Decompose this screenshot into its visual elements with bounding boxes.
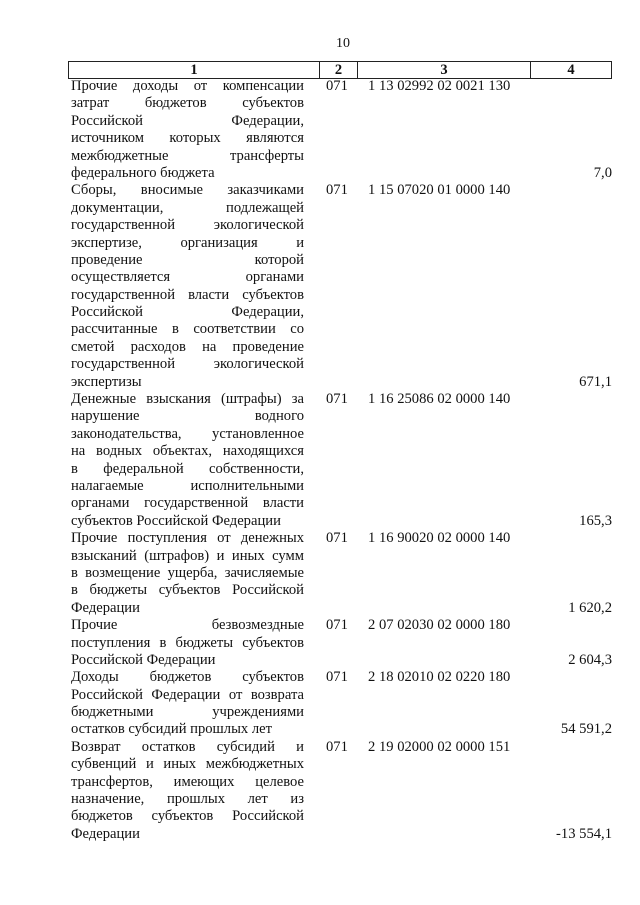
description-line: Доходы бюджетов субъектов — [71, 669, 304, 686]
row-description — [71, 182, 304, 391]
header-col-1: 1 — [69, 62, 320, 78]
page-number: 10 — [336, 36, 350, 51]
row-description — [71, 669, 304, 739]
header-col-3: 3 — [358, 62, 531, 78]
description-line: экспертизе, организация и — [71, 234, 304, 251]
table-row — [0, 739, 640, 843]
row-admin-code: 071 — [326, 78, 348, 94]
description-line: государственной экологической — [71, 217, 304, 234]
description-line: Российской Федерации, — [71, 304, 304, 321]
description-line: Федерации — [71, 599, 140, 616]
row-admin-code: 071 — [326, 617, 348, 634]
row-description — [71, 78, 304, 182]
description-line: затрат бюджетов субъектов — [71, 95, 304, 112]
description-line: государственной власти субъектов — [71, 286, 304, 303]
description-line: федерального бюджета — [71, 164, 215, 181]
description-line: законодательства, установленное — [71, 425, 304, 442]
description-line: поступления в бюджеты субъектов — [71, 634, 304, 651]
description-line: экспертизы — [71, 373, 142, 390]
description-line: в федеральной собственности, — [71, 460, 304, 477]
description-line: государственной экологической — [71, 356, 304, 373]
description-line: назначение, прошлых лет из — [71, 791, 304, 808]
table-row — [0, 391, 640, 530]
description-line: остатков субсидий прошлых лет — [71, 721, 272, 738]
description-line: Федерации — [71, 825, 140, 842]
row-budget-code: 1 13 02992 02 0021 130 — [368, 78, 511, 94]
table-row — [0, 669, 640, 739]
row-budget-code: 2 18 02010 02 0220 180 — [368, 669, 511, 686]
row-budget-code: 2 19 02000 02 0000 151 — [368, 738, 511, 755]
description-line: рассчитанные в соответствии со — [71, 321, 304, 338]
row-description — [71, 739, 304, 843]
description-line: органами государственной власти — [71, 495, 304, 512]
row-budget-code: 1 15 07020 01 0000 140 — [368, 182, 511, 199]
description-line: взысканий (штрафов) и иных сумм — [71, 547, 304, 564]
row-description — [71, 617, 304, 669]
description-line: Денежные взыскания (штрафы) за — [71, 391, 304, 408]
description-line: в возмещение ущерба, зачисляемые — [71, 564, 304, 581]
description-line: сметой расходов на проведение — [71, 338, 304, 355]
row-admin-code: 071 — [326, 182, 348, 199]
row-admin-code: 071 — [326, 530, 348, 547]
table-body — [0, 78, 640, 843]
row-admin-code: 071 — [326, 738, 348, 755]
row-description — [71, 530, 304, 617]
row-budget-code: 2 07 02030 02 0000 180 — [368, 617, 511, 634]
row-description — [71, 391, 304, 530]
description-line: Возврат остатков субсидий и — [71, 738, 304, 755]
description-line: нарушение водного — [71, 408, 304, 425]
header-col-4: 4 — [567, 62, 575, 78]
row-amount: 7,0 — [593, 164, 612, 181]
description-line: источником которых являются — [71, 130, 304, 147]
table-row — [0, 530, 640, 617]
header-col-2: 2 — [320, 62, 358, 78]
table-row — [0, 78, 640, 182]
row-budget-code: 1 16 25086 02 0000 140 — [368, 391, 511, 408]
description-line: межбюджетные трансферты — [71, 147, 304, 164]
description-line: бюджетными учреждениями — [71, 704, 304, 721]
row-amount: 671,1 — [579, 373, 612, 390]
table-header — [68, 61, 612, 79]
description-line: документации, подлежащей — [71, 199, 304, 216]
description-line: бюджетов субъектов Российской — [71, 808, 304, 825]
description-line: субвенций и иных межбюджетных — [71, 756, 304, 773]
description-line: трансфертов, имеющих целевое — [71, 773, 304, 790]
row-budget-code: 1 16 90020 02 0000 140 — [368, 530, 511, 547]
table-row — [0, 182, 640, 391]
row-amount: 1 620,2 — [568, 599, 612, 616]
row-amount: 2 604,3 — [568, 651, 612, 668]
description-line: в бюджеты субъектов Российской — [71, 582, 304, 599]
description-line: на водных объектах, находящихся — [71, 443, 304, 460]
description-line: осуществляется органами — [71, 269, 304, 286]
description-line: Российской Федерации, — [71, 112, 304, 129]
description-line: Прочие безвозмездные — [71, 617, 304, 634]
description-line: Российской Федерации от возврата — [71, 686, 304, 703]
row-admin-code: 071 — [326, 391, 348, 408]
table-row — [0, 617, 640, 669]
description-line: налагаемые исполнительными — [71, 477, 304, 494]
description-line: Российской Федерации — [71, 651, 216, 668]
description-line: Прочие доходы от компенсации — [71, 78, 304, 94]
description-line: проведение которой — [71, 251, 304, 268]
description-line: Сборы, вносимые заказчиками — [71, 182, 304, 199]
row-amount: -13 554,1 — [556, 825, 612, 842]
description-line: Прочие поступления от денежных — [71, 530, 304, 547]
row-admin-code: 071 — [326, 669, 348, 686]
row-amount: 165,3 — [579, 512, 612, 529]
row-amount: 54 591,2 — [560, 721, 612, 738]
description-line: субъектов Российской Федерации — [71, 512, 281, 529]
